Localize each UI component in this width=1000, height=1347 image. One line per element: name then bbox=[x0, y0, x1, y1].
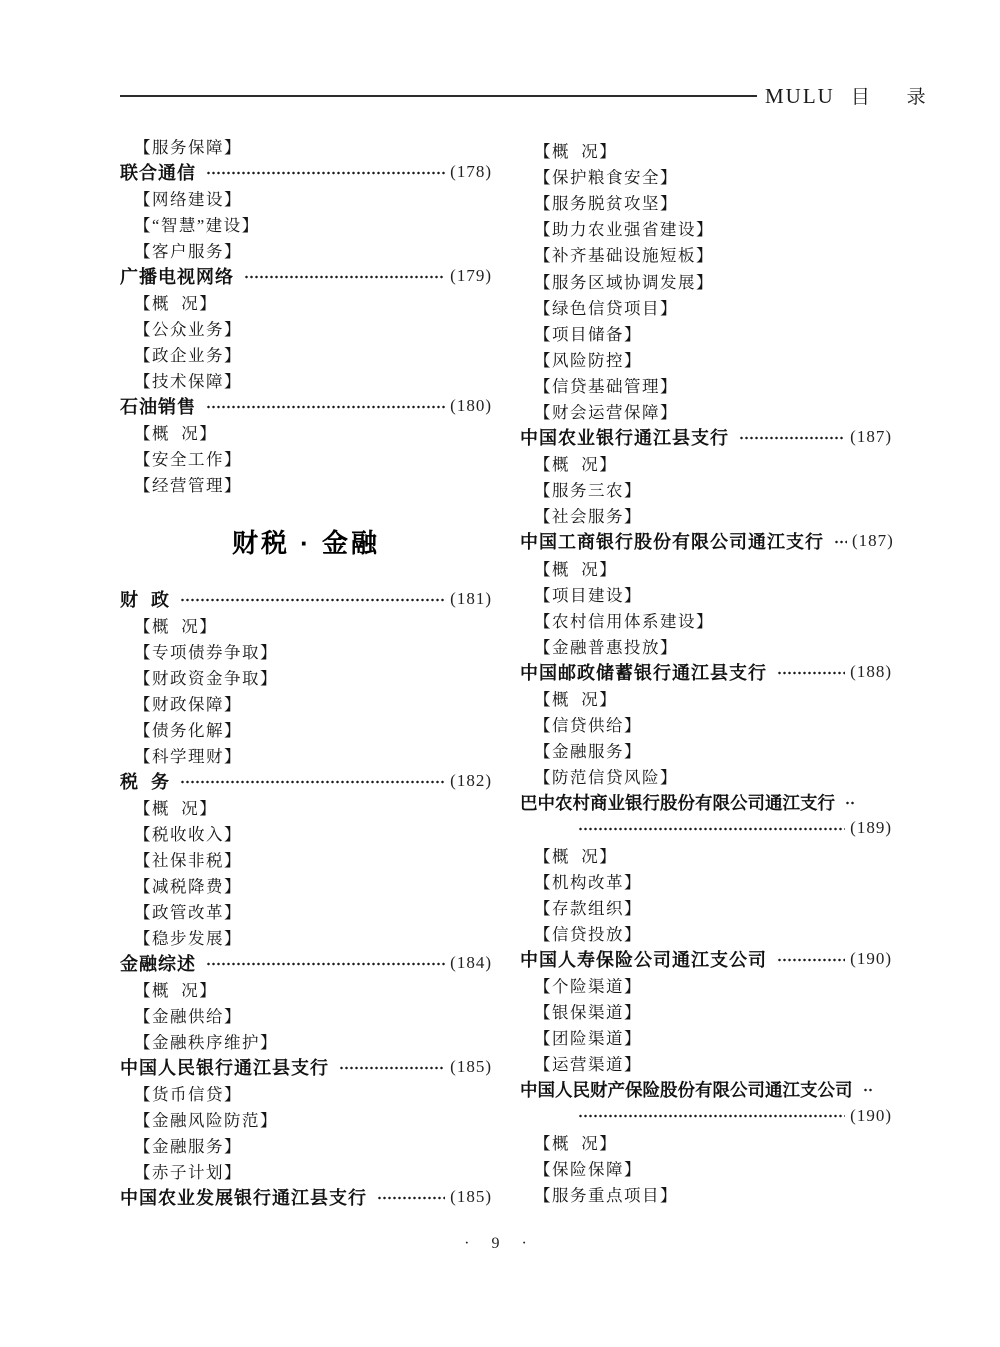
toc-subentry bbox=[120, 133, 492, 159]
toc-subentry bbox=[520, 1050, 892, 1076]
toc-entry-page: (188) bbox=[850, 661, 892, 681]
toc-subentry-label: 【公众业务】 bbox=[134, 320, 242, 339]
toc-subentry bbox=[520, 346, 892, 372]
toc-entry-page: (182) bbox=[450, 771, 492, 790]
header-cjk-title: 目 录 bbox=[850, 87, 942, 108]
toc-subentry bbox=[520, 241, 892, 267]
toc-entry bbox=[520, 424, 892, 450]
toc-subentry-label: 【概 况】 bbox=[534, 1133, 618, 1153]
toc-subentry-label: 【绿色信贷项目】 bbox=[534, 298, 678, 318]
toc-subentry bbox=[520, 372, 892, 398]
toc-entry-line1 bbox=[520, 1076, 892, 1102]
toc-entry-title: 巴中农村商业银行股份有限公司通江支行 bbox=[520, 792, 835, 813]
toc-subentry-label: 【科学理财】 bbox=[134, 747, 242, 766]
toc-subentry bbox=[520, 476, 892, 502]
toc-subentry bbox=[520, 398, 892, 424]
toc-subentry bbox=[120, 820, 492, 846]
toc-entry bbox=[520, 659, 892, 685]
toc-subentry bbox=[520, 1024, 892, 1050]
toc-entry bbox=[520, 946, 892, 972]
dot-leader bbox=[577, 1102, 845, 1128]
toc-subentry-label: 【社保非税】 bbox=[134, 851, 242, 870]
toc-subentry-label: 【概 况】 bbox=[134, 294, 218, 313]
toc-subentry bbox=[120, 664, 492, 690]
toc-subentry bbox=[120, 419, 492, 445]
header-title bbox=[765, 82, 942, 109]
dot-leader bbox=[577, 815, 845, 841]
toc-subentry-label: 【概 况】 bbox=[534, 846, 618, 866]
toc-subentry-label: 【概 况】 bbox=[134, 424, 218, 443]
toc-subentry-label: 【服务三农】 bbox=[534, 481, 642, 501]
toc-subentry-label: 【信贷基础管理】 bbox=[534, 376, 678, 396]
toc-subentry bbox=[120, 211, 492, 237]
toc-subentry bbox=[520, 633, 892, 659]
toc-entry bbox=[120, 1054, 492, 1080]
toc-subentry-label: 【服务保障】 bbox=[134, 138, 242, 157]
toc-subentry-label: 【补齐基础设施短板】 bbox=[534, 246, 714, 266]
toc-subentry-label: 【金融风险防范】 bbox=[134, 1111, 278, 1130]
toc-subentry bbox=[120, 1080, 492, 1106]
toc-subentry-label: 【个险渠道】 bbox=[534, 977, 642, 997]
toc-subentry bbox=[520, 920, 892, 946]
dot-leader bbox=[243, 263, 445, 289]
toc-subentry bbox=[120, 185, 492, 211]
toc-entry bbox=[120, 393, 492, 419]
toc-entry-page: (189) bbox=[850, 818, 892, 838]
toc-subentry-label: 【政企业务】 bbox=[134, 346, 242, 365]
toc-subentry bbox=[520, 189, 892, 215]
toc-entry-page: (184) bbox=[450, 953, 492, 972]
toc-subentry bbox=[520, 763, 892, 789]
toc-column-right bbox=[520, 137, 892, 1207]
toc-entry-title: 联合通信 bbox=[120, 163, 196, 183]
toc-subentry bbox=[520, 972, 892, 998]
toc-subentry-label: 【安全工作】 bbox=[134, 450, 242, 469]
toc-subentry-label: 【稳步发展】 bbox=[134, 929, 242, 948]
toc-entry-title: 金融综述 bbox=[120, 954, 196, 974]
toc-subentry-label: 【减税降费】 bbox=[134, 877, 242, 896]
toc-subentry-label: 【服务脱贫攻坚】 bbox=[534, 194, 678, 214]
toc-entry bbox=[120, 768, 492, 794]
toc-subentry-label: 【金融秩序维护】 bbox=[134, 1033, 278, 1052]
toc-subentry bbox=[520, 1181, 892, 1207]
toc-entry bbox=[120, 263, 492, 289]
toc-subentry-label: 【概 况】 bbox=[534, 559, 618, 579]
toc-entry-line2 bbox=[520, 815, 892, 841]
toc-subentry-label: 【概 况】 bbox=[134, 799, 218, 818]
toc-subentry bbox=[520, 842, 892, 868]
toc-entry-page: (187) bbox=[852, 531, 894, 551]
toc-subentry-label: 【税收收入】 bbox=[134, 825, 242, 844]
toc-entry-title: 中国工商银行股份有限公司通江支行 bbox=[520, 532, 824, 553]
dot-leader bbox=[833, 528, 847, 554]
toc-subentry-label: 【专项债券争取】 bbox=[134, 643, 278, 662]
toc-subentry bbox=[520, 215, 892, 241]
toc-subentry-label: 【服务重点项目】 bbox=[534, 1185, 678, 1205]
toc-entry-page: (190) bbox=[850, 948, 892, 968]
toc-subentry bbox=[520, 294, 892, 320]
toc-subentry bbox=[120, 1028, 492, 1054]
toc-entry-page: (180) bbox=[450, 396, 492, 415]
toc-subentry bbox=[520, 502, 892, 528]
toc-subentry bbox=[120, 690, 492, 716]
toc-subentry-label: 【财会运营保障】 bbox=[534, 402, 678, 422]
toc-subentry bbox=[520, 450, 892, 476]
toc-subentry-label: 【信贷投放】 bbox=[534, 924, 642, 944]
toc-entry-wrapped bbox=[520, 789, 892, 841]
toc-entry-title: 中国人民银行通江县支行 bbox=[120, 1058, 329, 1078]
toc-subentry bbox=[120, 924, 492, 950]
toc-entry bbox=[120, 950, 492, 976]
toc-subentry bbox=[120, 471, 492, 497]
toc-entry-page: (190) bbox=[850, 1105, 892, 1125]
toc-subentry-label: 【服务区域协调发展】 bbox=[534, 272, 714, 292]
toc-entry-page: (185) bbox=[450, 1187, 492, 1206]
dot-leader bbox=[179, 586, 445, 612]
toc-subentry bbox=[520, 685, 892, 711]
toc-subentry-label: 【概 况】 bbox=[534, 455, 618, 475]
toc-subentry-label: 【助力农业强省建设】 bbox=[534, 220, 714, 240]
toc-subentry bbox=[120, 716, 492, 742]
toc-subentry bbox=[520, 711, 892, 737]
toc-entry bbox=[120, 159, 492, 185]
toc-entry bbox=[520, 528, 892, 554]
toc-column-left bbox=[120, 133, 492, 1210]
toc-entry-page: (181) bbox=[450, 589, 492, 608]
toc-subentry bbox=[520, 1155, 892, 1181]
toc-subentry bbox=[120, 898, 492, 924]
toc-entry-title: 中国邮政储蓄银行通江县支行 bbox=[520, 662, 767, 683]
toc-subentry bbox=[520, 1129, 892, 1155]
toc-entry-page: (178) bbox=[450, 162, 492, 181]
toc-subentry bbox=[520, 267, 892, 293]
toc-subentry-label: 【项目储备】 bbox=[534, 324, 642, 344]
toc-entry-page: (179) bbox=[450, 266, 492, 285]
toc-subentry-label: 【概 况】 bbox=[534, 142, 618, 162]
toc-subentry-label: 【金融服务】 bbox=[534, 742, 642, 762]
toc-subentry bbox=[520, 894, 892, 920]
toc-subentry bbox=[120, 612, 492, 638]
toc-subentry bbox=[520, 555, 892, 581]
toc-subentry bbox=[120, 846, 492, 872]
toc-subentry-label: 【概 况】 bbox=[134, 617, 218, 636]
toc-subentry bbox=[120, 1106, 492, 1132]
toc-subentry-label: 【社会服务】 bbox=[534, 507, 642, 527]
toc-subentry-label: 【金融普惠投放】 bbox=[534, 637, 678, 657]
toc-subentry-label: 【机构改革】 bbox=[534, 872, 642, 892]
toc-subentry-label: 【技术保障】 bbox=[134, 372, 242, 391]
toc-entry-page: (187) bbox=[850, 427, 892, 447]
dot-leader bbox=[776, 946, 845, 972]
toc-entry-title: 广播电视网络 bbox=[120, 267, 234, 287]
toc-subentry bbox=[120, 794, 492, 820]
toc-subentry-label: 【“智慧”建设】 bbox=[134, 216, 260, 235]
dot-leader bbox=[205, 950, 445, 976]
section-heading bbox=[120, 507, 492, 576]
toc-subentry-label: 【运营渠道】 bbox=[534, 1055, 642, 1075]
toc-subentry bbox=[120, 289, 492, 315]
dot-leader bbox=[862, 1076, 872, 1102]
dot-leader bbox=[179, 768, 445, 794]
toc-subentry bbox=[120, 1158, 492, 1184]
section-heading-text: 财税 · 金融 bbox=[231, 528, 381, 558]
page-number: · 9 · bbox=[464, 1235, 536, 1252]
toc-subentry bbox=[520, 737, 892, 763]
toc-subentry bbox=[520, 320, 892, 346]
toc-subentry-label: 【财政资金争取】 bbox=[134, 669, 278, 688]
toc-subentry-label: 【赤子计划】 bbox=[134, 1163, 242, 1182]
dot-leader bbox=[205, 393, 445, 419]
dot-leader bbox=[376, 1184, 445, 1210]
toc-subentry bbox=[120, 1002, 492, 1028]
toc-subentry-label: 【货币信贷】 bbox=[134, 1085, 242, 1104]
toc-subentry bbox=[120, 872, 492, 898]
header-rule bbox=[120, 95, 757, 97]
dot-leader bbox=[205, 159, 445, 185]
toc-entry-title: 税 务 bbox=[120, 772, 171, 792]
toc-subentry-label: 【债务化解】 bbox=[134, 721, 242, 740]
toc-subentry bbox=[520, 998, 892, 1024]
toc-subentry bbox=[520, 581, 892, 607]
toc-entry-wrapped bbox=[520, 1076, 892, 1128]
toc-entry bbox=[120, 1184, 492, 1210]
dot-leader bbox=[338, 1054, 445, 1080]
toc-subentry-label: 【政管改革】 bbox=[134, 903, 242, 922]
toc-subentry-label: 【概 况】 bbox=[134, 981, 218, 1000]
toc-subentry-label: 【防范信贷风险】 bbox=[534, 768, 678, 788]
toc-subentry-label: 【经营管理】 bbox=[134, 476, 242, 495]
header-latin-title: MULU bbox=[765, 84, 835, 108]
toc-subentry bbox=[120, 237, 492, 263]
toc-entry-title: 中国农业银行通江县支行 bbox=[520, 428, 729, 449]
toc-subentry-label: 【概 况】 bbox=[534, 690, 618, 710]
toc-subentry-label: 【存款组织】 bbox=[534, 898, 642, 918]
toc-subentry bbox=[120, 1132, 492, 1158]
toc-subentry bbox=[520, 137, 892, 163]
toc-entry-title: 中国农业发展银行通江县支行 bbox=[120, 1188, 367, 1208]
toc-entry bbox=[120, 586, 492, 612]
toc-subentry bbox=[120, 445, 492, 471]
dot-leader bbox=[776, 659, 845, 685]
toc-subentry-label: 【银保渠道】 bbox=[534, 1003, 642, 1023]
toc-subentry-label: 【项目建设】 bbox=[534, 585, 642, 605]
toc-subentry bbox=[120, 315, 492, 341]
toc-subentry-label: 【农村信用体系建设】 bbox=[534, 611, 714, 631]
toc-subentry bbox=[520, 868, 892, 894]
toc-subentry-label: 【保护粮食安全】 bbox=[534, 168, 678, 188]
toc-entry-line2 bbox=[520, 1102, 892, 1128]
toc-subentry bbox=[520, 607, 892, 633]
toc-subentry-label: 【风险防控】 bbox=[534, 350, 642, 370]
toc-subentry-label: 【财政保障】 bbox=[134, 695, 242, 714]
toc-subentry bbox=[120, 341, 492, 367]
toc-subentry-label: 【团险渠道】 bbox=[534, 1029, 642, 1049]
toc-subentry-label: 【金融供给】 bbox=[134, 1007, 242, 1026]
dot-leader bbox=[738, 424, 845, 450]
toc-entry-title: 财 政 bbox=[120, 590, 171, 610]
toc-subentry-label: 【客户服务】 bbox=[134, 242, 242, 261]
toc-subentry bbox=[120, 638, 492, 664]
toc-entry-title: 石油销售 bbox=[120, 397, 196, 417]
toc-entry-line1 bbox=[520, 789, 892, 815]
toc-subentry-label: 【保险保障】 bbox=[534, 1159, 642, 1179]
toc-subentry bbox=[120, 742, 492, 768]
dot-leader bbox=[844, 789, 854, 815]
toc-subentry bbox=[120, 976, 492, 1002]
toc-subentry-label: 【信贷供给】 bbox=[534, 716, 642, 736]
toc-entry-title: 中国人民财产保险股份有限公司通江支公司 bbox=[520, 1079, 853, 1100]
toc-entry-title: 中国人寿保险公司通江支公司 bbox=[520, 949, 767, 970]
toc-subentry-label: 【网络建设】 bbox=[134, 190, 242, 209]
toc-subentry bbox=[520, 163, 892, 189]
toc-subentry bbox=[120, 367, 492, 393]
toc-entry-page: (185) bbox=[450, 1057, 492, 1076]
toc-subentry-label: 【金融服务】 bbox=[134, 1137, 242, 1156]
